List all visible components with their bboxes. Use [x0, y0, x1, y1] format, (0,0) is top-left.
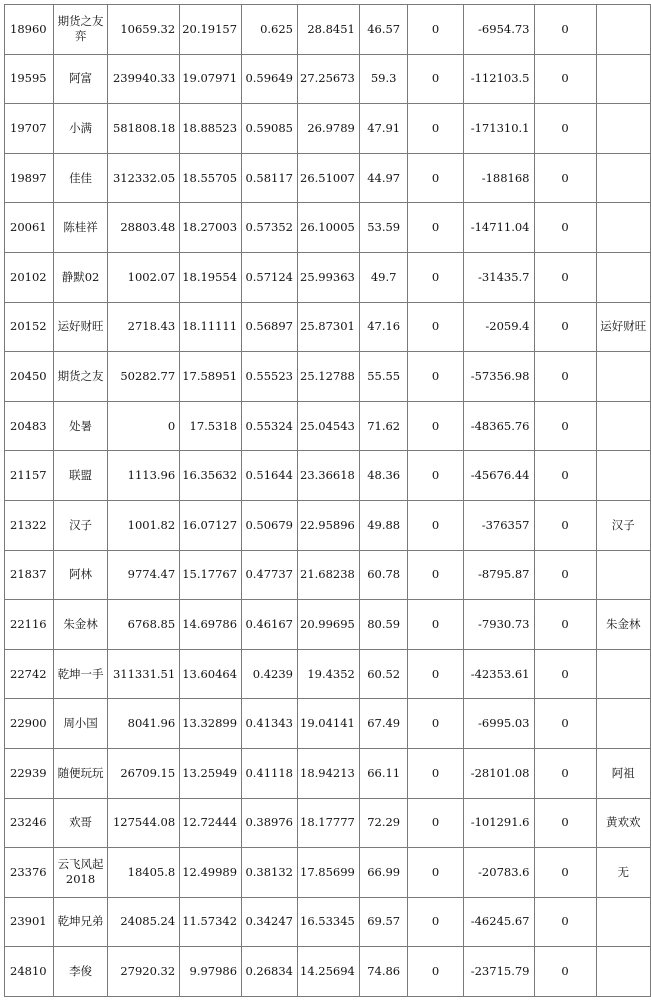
cell-value-4: 25.99363 — [298, 252, 360, 302]
cell-value-6: 0 — [408, 897, 463, 947]
cell-value-6: 0 — [408, 947, 463, 997]
cell-value-7: -7930.73 — [463, 600, 534, 650]
cell-value-7: -28101.08 — [463, 748, 534, 798]
cell-value-5: 66.99 — [359, 848, 408, 898]
cell-value-2: 16.35632 — [180, 451, 242, 501]
cell-value-2: 18.27003 — [180, 203, 242, 253]
cell-value-6: 0 — [408, 550, 463, 600]
cell-value-6: 0 — [408, 302, 463, 352]
cell-value-3: 0.57124 — [242, 252, 298, 302]
cell-name: 李俊 — [53, 947, 107, 997]
cell-value-7: -112103.5 — [463, 54, 534, 104]
cell-note: 汉子 — [596, 500, 651, 550]
cell-value-3: 0.41343 — [242, 699, 298, 749]
cell-id: 22116 — [5, 600, 54, 650]
cell-value-3: 0.34247 — [242, 897, 298, 947]
cell-value-8: 0 — [534, 500, 596, 550]
cell-name: 周小国 — [53, 699, 107, 749]
table-row — [5, 252, 651, 302]
cell-value-5: 66.11 — [359, 748, 408, 798]
cell-value-3: 0.38976 — [242, 798, 298, 848]
cell-value-2: 13.25949 — [180, 748, 242, 798]
cell-value-6: 0 — [408, 798, 463, 848]
cell-id: 22900 — [5, 699, 54, 749]
cell-value-4: 25.87301 — [298, 302, 360, 352]
cell-value-4: 23.36618 — [298, 451, 360, 501]
cell-value-8: 0 — [534, 153, 596, 203]
cell-value-3: 0.55523 — [242, 352, 298, 402]
cell-value-2: 17.58951 — [180, 352, 242, 402]
cell-value-8: 0 — [534, 600, 596, 650]
cell-value-8: 0 — [534, 550, 596, 600]
cell-name: 随便玩玩 — [53, 748, 107, 798]
cell-id: 22939 — [5, 748, 54, 798]
cell-note — [596, 897, 651, 947]
cell-value-1: 1001.82 — [108, 500, 180, 550]
cell-value-8: 0 — [534, 699, 596, 749]
cell-value-4: 17.85699 — [298, 848, 360, 898]
cell-value-7: -20783.6 — [463, 848, 534, 898]
cell-value-7: -57356.98 — [463, 352, 534, 402]
cell-value-2: 17.5318 — [180, 401, 242, 451]
cell-value-2: 18.88523 — [180, 104, 242, 154]
cell-note: 朱金林 — [596, 600, 651, 650]
cell-value-8: 0 — [534, 748, 596, 798]
cell-id: 22742 — [5, 649, 54, 699]
cell-id: 23246 — [5, 798, 54, 848]
cell-value-7: -31435.7 — [463, 252, 534, 302]
cell-note — [596, 947, 651, 997]
cell-value-3: 0.41118 — [242, 748, 298, 798]
cell-value-5: 44.97 — [359, 153, 408, 203]
cell-note — [596, 252, 651, 302]
cell-value-6: 0 — [408, 649, 463, 699]
cell-value-4: 27.25673 — [298, 54, 360, 104]
cell-value-8: 0 — [534, 203, 596, 253]
cell-value-6: 0 — [408, 352, 463, 402]
cell-id: 21837 — [5, 550, 54, 600]
cell-value-1: 50282.77 — [108, 352, 180, 402]
cell-value-8: 0 — [534, 252, 596, 302]
cell-value-1: 0 — [108, 401, 180, 451]
cell-value-2: 16.07127 — [180, 500, 242, 550]
cell-note — [596, 550, 651, 600]
cell-note — [596, 401, 651, 451]
cell-name: 小满 — [53, 104, 107, 154]
cell-value-4: 19.04141 — [298, 699, 360, 749]
table-row — [5, 947, 651, 997]
cell-value-4: 18.94213 — [298, 748, 360, 798]
cell-name: 云飞风起2018 — [53, 848, 107, 898]
cell-value-1: 311331.51 — [108, 649, 180, 699]
cell-value-2: 15.17767 — [180, 550, 242, 600]
cell-value-6: 0 — [408, 153, 463, 203]
cell-name: 佳佳 — [53, 153, 107, 203]
cell-id: 23376 — [5, 848, 54, 898]
cell-value-5: 60.52 — [359, 649, 408, 699]
cell-value-5: 80.59 — [359, 600, 408, 650]
table-row — [5, 649, 651, 699]
cell-note — [596, 352, 651, 402]
cell-value-7: -46245.67 — [463, 897, 534, 947]
cell-value-2: 20.19157 — [180, 5, 242, 55]
cell-value-4: 22.95896 — [298, 500, 360, 550]
cell-id: 20061 — [5, 203, 54, 253]
cell-name: 静默02 — [53, 252, 107, 302]
cell-value-1: 127544.08 — [108, 798, 180, 848]
cell-value-1: 24085.24 — [108, 897, 180, 947]
cell-value-5: 47.91 — [359, 104, 408, 154]
cell-note: 阿祖 — [596, 748, 651, 798]
cell-note — [596, 451, 651, 501]
cell-value-7: -14711.04 — [463, 203, 534, 253]
cell-value-8: 0 — [534, 5, 596, 55]
cell-value-8: 0 — [534, 848, 596, 898]
cell-value-4: 21.68238 — [298, 550, 360, 600]
cell-value-8: 0 — [534, 947, 596, 997]
cell-value-6: 0 — [408, 5, 463, 55]
cell-value-1: 28803.48 — [108, 203, 180, 253]
cell-name: 联盟 — [53, 451, 107, 501]
cell-name: 陈桂祥 — [53, 203, 107, 253]
cell-value-1: 1113.96 — [108, 451, 180, 501]
cell-value-4: 20.99695 — [298, 600, 360, 650]
cell-value-6: 0 — [408, 848, 463, 898]
cell-value-8: 0 — [534, 352, 596, 402]
cell-value-7: -6995.03 — [463, 699, 534, 749]
cell-value-8: 0 — [534, 649, 596, 699]
cell-name: 阿富 — [53, 54, 107, 104]
cell-value-3: 0.50679 — [242, 500, 298, 550]
cell-value-2: 18.55705 — [180, 153, 242, 203]
cell-id: 19707 — [5, 104, 54, 154]
cell-value-2: 14.69786 — [180, 600, 242, 650]
cell-value-8: 0 — [534, 798, 596, 848]
cell-value-5: 74.86 — [359, 947, 408, 997]
cell-note — [596, 649, 651, 699]
cell-value-7: -376357 — [463, 500, 534, 550]
cell-value-6: 0 — [408, 748, 463, 798]
cell-name: 处暑 — [53, 401, 107, 451]
cell-name: 汉子 — [53, 500, 107, 550]
cell-value-6: 0 — [408, 401, 463, 451]
cell-id: 20152 — [5, 302, 54, 352]
cell-id: 21157 — [5, 451, 54, 501]
cell-value-1: 312332.05 — [108, 153, 180, 203]
cell-value-8: 0 — [534, 897, 596, 947]
cell-value-3: 0.59085 — [242, 104, 298, 154]
cell-value-3: 0.56897 — [242, 302, 298, 352]
cell-value-2: 9.97986 — [180, 947, 242, 997]
cell-value-7: -45676.44 — [463, 451, 534, 501]
cell-value-3: 0.55324 — [242, 401, 298, 451]
cell-value-3: 0.26834 — [242, 947, 298, 997]
table-row — [5, 302, 651, 352]
cell-value-3: 0.57352 — [242, 203, 298, 253]
cell-value-7: -101291.6 — [463, 798, 534, 848]
table-row — [5, 54, 651, 104]
cell-id: 20102 — [5, 252, 54, 302]
cell-value-5: 55.55 — [359, 352, 408, 402]
cell-value-4: 26.10005 — [298, 203, 360, 253]
cell-value-1: 239940.33 — [108, 54, 180, 104]
cell-value-2: 19.07971 — [180, 54, 242, 104]
cell-value-5: 59.3 — [359, 54, 408, 104]
cell-name: 乾坤兄弟 — [53, 897, 107, 947]
cell-id: 20483 — [5, 401, 54, 451]
cell-name: 期货之友弈 — [53, 5, 107, 55]
cell-note — [596, 5, 651, 55]
cell-id: 24810 — [5, 947, 54, 997]
cell-value-8: 0 — [534, 401, 596, 451]
cell-id: 18960 — [5, 5, 54, 55]
cell-value-3: 0.51644 — [242, 451, 298, 501]
cell-value-3: 0.58117 — [242, 153, 298, 203]
cell-note — [596, 699, 651, 749]
cell-id: 19595 — [5, 54, 54, 104]
table-row — [5, 748, 651, 798]
cell-value-3: 0.46167 — [242, 600, 298, 650]
cell-id: 19897 — [5, 153, 54, 203]
table-row — [5, 104, 651, 154]
cell-note: 黄欢欢 — [596, 798, 651, 848]
cell-value-5: 46.57 — [359, 5, 408, 55]
cell-value-4: 26.51007 — [298, 153, 360, 203]
cell-name: 欢哥 — [53, 798, 107, 848]
cell-value-2: 18.19554 — [180, 252, 242, 302]
cell-value-4: 28.8451 — [298, 5, 360, 55]
cell-id: 21322 — [5, 500, 54, 550]
cell-name: 阿林 — [53, 550, 107, 600]
cell-value-7: -48365.76 — [463, 401, 534, 451]
cell-value-2: 11.57342 — [180, 897, 242, 947]
cell-name: 期货之友 — [53, 352, 107, 402]
table-row — [5, 500, 651, 550]
cell-value-1: 26709.15 — [108, 748, 180, 798]
table-row — [5, 203, 651, 253]
table-row — [5, 897, 651, 947]
cell-value-1: 10659.32 — [108, 5, 180, 55]
cell-value-2: 13.60464 — [180, 649, 242, 699]
table-row — [5, 5, 651, 55]
cell-note — [596, 104, 651, 154]
cell-value-7: -188168 — [463, 153, 534, 203]
cell-value-6: 0 — [408, 600, 463, 650]
cell-value-7: -171310.1 — [463, 104, 534, 154]
cell-value-7: -2059.4 — [463, 302, 534, 352]
cell-note: 运好财旺 — [596, 302, 651, 352]
cell-value-3: 0.38132 — [242, 848, 298, 898]
cell-value-5: 69.57 — [359, 897, 408, 947]
cell-value-5: 53.59 — [359, 203, 408, 253]
cell-value-4: 25.04543 — [298, 401, 360, 451]
cell-value-7: -42353.61 — [463, 649, 534, 699]
cell-value-2: 13.32899 — [180, 699, 242, 749]
cell-value-1: 27920.32 — [108, 947, 180, 997]
cell-value-4: 26.9789 — [298, 104, 360, 154]
cell-id: 23901 — [5, 897, 54, 947]
cell-value-8: 0 — [534, 451, 596, 501]
cell-note: 无 — [596, 848, 651, 898]
cell-value-1: 9774.47 — [108, 550, 180, 600]
cell-value-1: 6768.85 — [108, 600, 180, 650]
cell-value-3: 0.625 — [242, 5, 298, 55]
cell-value-4: 16.53345 — [298, 897, 360, 947]
cell-note — [596, 54, 651, 104]
cell-value-1: 8041.96 — [108, 699, 180, 749]
cell-value-6: 0 — [408, 252, 463, 302]
cell-value-2: 12.72444 — [180, 798, 242, 848]
cell-value-2: 12.49989 — [180, 848, 242, 898]
cell-value-3: 0.47737 — [242, 550, 298, 600]
table-row — [5, 153, 651, 203]
table-body — [5, 5, 651, 997]
cell-note — [596, 203, 651, 253]
cell-value-4: 25.12788 — [298, 352, 360, 402]
cell-value-4: 18.17777 — [298, 798, 360, 848]
table-row — [5, 699, 651, 749]
cell-value-6: 0 — [408, 451, 463, 501]
cell-value-6: 0 — [408, 500, 463, 550]
table-row — [5, 451, 651, 501]
cell-value-5: 60.78 — [359, 550, 408, 600]
cell-note — [596, 153, 651, 203]
cell-value-3: 0.4239 — [242, 649, 298, 699]
cell-value-8: 0 — [534, 302, 596, 352]
cell-value-6: 0 — [408, 54, 463, 104]
cell-value-5: 72.29 — [359, 798, 408, 848]
cell-value-8: 0 — [534, 54, 596, 104]
table-row — [5, 352, 651, 402]
cell-value-7: -23715.79 — [463, 947, 534, 997]
cell-name: 乾坤一手 — [53, 649, 107, 699]
cell-id: 20450 — [5, 352, 54, 402]
cell-value-1: 18405.8 — [108, 848, 180, 898]
cell-value-5: 47.16 — [359, 302, 408, 352]
table-row — [5, 848, 651, 898]
cell-value-1: 581808.18 — [108, 104, 180, 154]
table-row — [5, 550, 651, 600]
ranking-table — [4, 4, 651, 997]
table-row — [5, 798, 651, 848]
cell-value-1: 1002.07 — [108, 252, 180, 302]
cell-value-5: 49.7 — [359, 252, 408, 302]
table-row — [5, 401, 651, 451]
cell-value-6: 0 — [408, 104, 463, 154]
cell-value-1: 2718.43 — [108, 302, 180, 352]
cell-value-5: 48.36 — [359, 451, 408, 501]
cell-value-8: 0 — [534, 104, 596, 154]
cell-value-7: -8795.87 — [463, 550, 534, 600]
cell-value-6: 0 — [408, 699, 463, 749]
cell-value-5: 49.88 — [359, 500, 408, 550]
cell-value-5: 67.49 — [359, 699, 408, 749]
cell-name: 朱金林 — [53, 600, 107, 650]
cell-value-7: -6954.73 — [463, 5, 534, 55]
table-row — [5, 600, 651, 650]
cell-value-5: 71.62 — [359, 401, 408, 451]
cell-value-3: 0.59649 — [242, 54, 298, 104]
cell-value-2: 18.11111 — [180, 302, 242, 352]
cell-value-4: 19.4352 — [298, 649, 360, 699]
cell-value-4: 14.25694 — [298, 947, 360, 997]
cell-value-6: 0 — [408, 203, 463, 253]
cell-name: 运好财旺 — [53, 302, 107, 352]
